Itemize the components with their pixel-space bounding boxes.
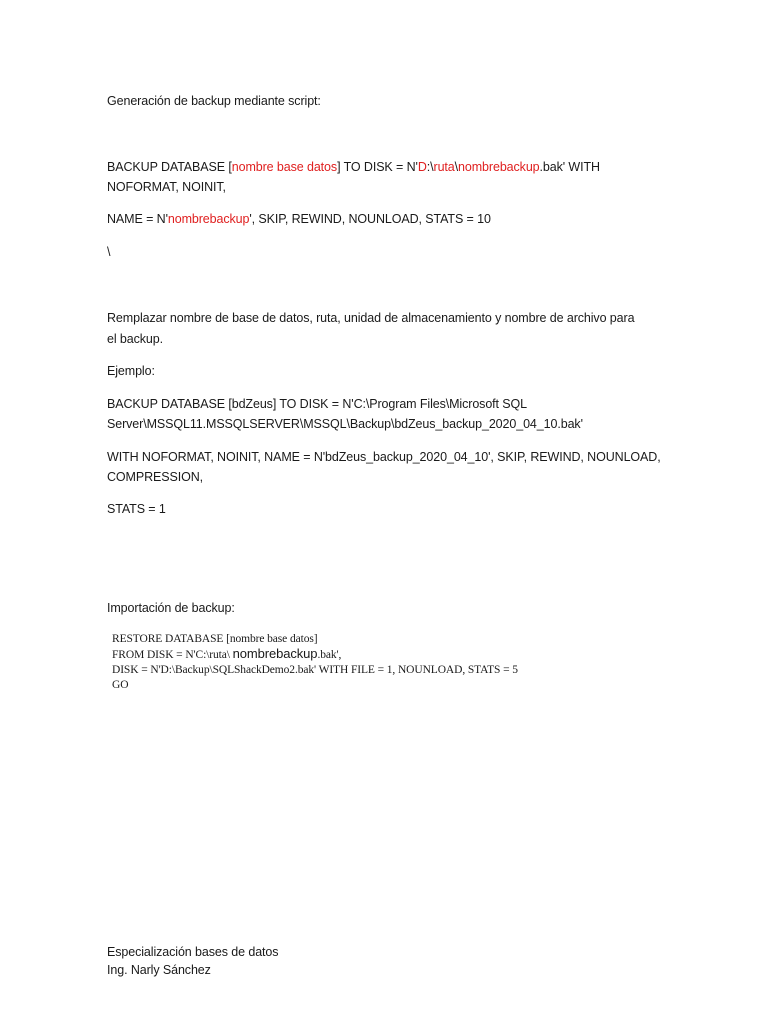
- script-text: FROM DISK = N'C:\ruta\: [112, 649, 233, 661]
- example-line-1: BACKUP DATABASE [bdZeus] TO DISK = N'C:\Program Files\Microsoft SQL: [107, 397, 528, 411]
- restore-script-line-2: [112, 647, 341, 662]
- restore-script-line-3: DISK = N'D:\Backup\SQLShackDemo2.bak' WITH FILE = 1, NOUNLOAD, STATS = 5: [112, 664, 518, 676]
- script-text: .bak' WITH: [539, 160, 600, 174]
- restore-script-line-1: RESTORE DATABASE [nombre base datos]: [112, 633, 318, 645]
- restore-heading: Importación de backup:: [107, 601, 235, 615]
- script-text: .bak',: [317, 649, 342, 661]
- instruction-line-1: Remplazar nombre de base de datos, ruta, unidad de almacenamiento y nombre de archivo para: [107, 311, 635, 325]
- example-line-4: COMPRESSION,: [107, 470, 204, 484]
- backup-heading: Generación de backup mediante script:: [107, 94, 321, 108]
- restore-script-line-4: GO: [112, 679, 129, 691]
- script-text: :\: [426, 160, 434, 174]
- instruction-line-2: el backup.: [107, 332, 163, 346]
- example-line-2: Server\MSSQL11.MSSQLSERVER\MSSQL\Backup\bdZeus_backup_2020_04_10.bak': [107, 417, 583, 431]
- placeholder-drive: D: [417, 160, 427, 174]
- backup-script-line-3: [107, 211, 491, 227]
- footer-line-1: Especialización bases de datos: [107, 945, 279, 959]
- example-line-3: WITH NOFORMAT, NOINIT, NAME = N'bdZeus_backup_2020_04_10', SKIP, REWIND, NOUNLOAD,: [107, 450, 661, 464]
- example-label: Ejemplo:: [107, 364, 155, 378]
- footer-line-2: Ing. Narly Sánchez: [107, 963, 211, 977]
- placeholder-backup-name: nombrebackup: [167, 212, 250, 226]
- script-text: ] TO DISK = N': [337, 160, 418, 174]
- placeholder-database-name: nombre base datos: [231, 160, 338, 174]
- script-text: NAME = N': [107, 212, 168, 226]
- script-text: ', SKIP, REWIND, NOUNLOAD, STATS = 10: [249, 212, 491, 226]
- backup-name-text: nombrebackup: [232, 646, 318, 661]
- placeholder-backup-name: nombrebackup: [458, 160, 540, 174]
- backslash-line: \: [107, 245, 111, 259]
- script-text: \: [454, 160, 459, 174]
- script-text: BACKUP DATABASE [: [107, 160, 232, 174]
- backup-script-line-1: [107, 159, 600, 175]
- backup-script-line-2: NOFORMAT, NOINIT,: [107, 180, 226, 194]
- example-line-5: STATS = 1: [107, 502, 166, 516]
- placeholder-path: ruta: [433, 160, 455, 174]
